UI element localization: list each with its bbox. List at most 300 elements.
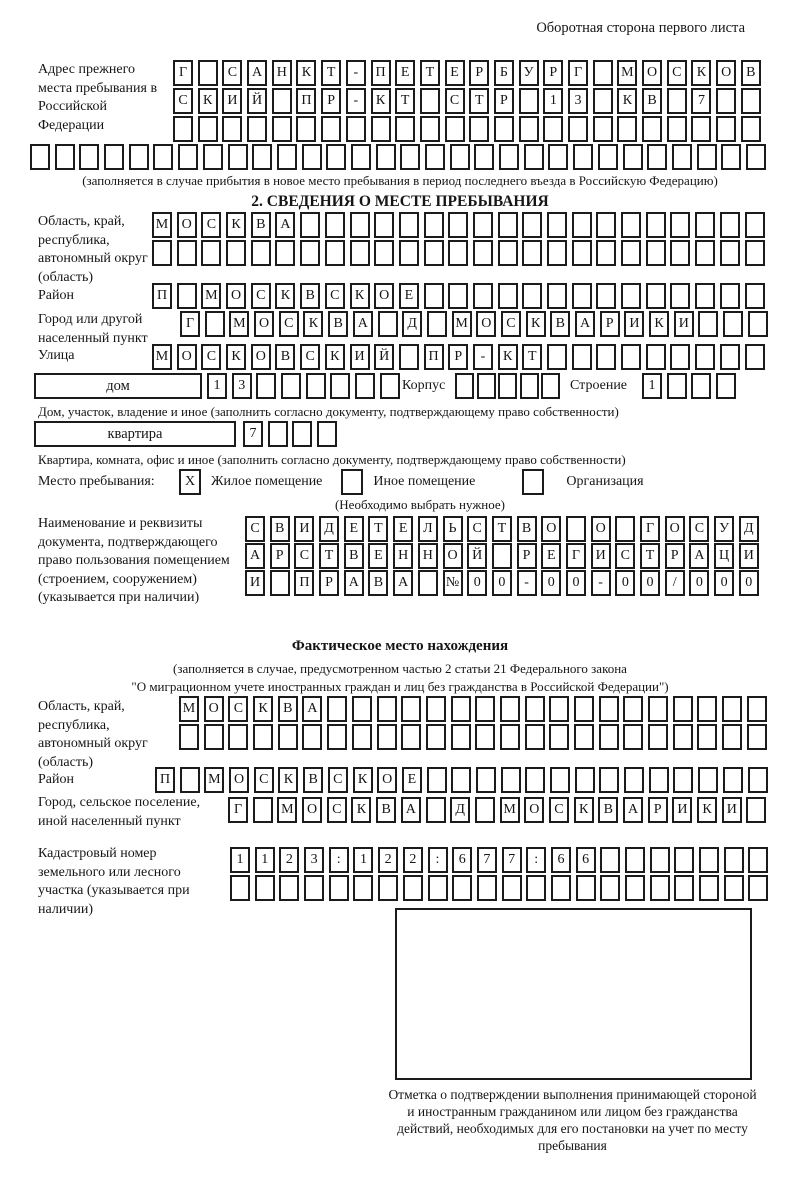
char-box[interactable] bbox=[469, 116, 489, 142]
char-box[interactable]: Р bbox=[469, 60, 489, 86]
char-box[interactable] bbox=[79, 144, 99, 170]
char-box[interactable] bbox=[723, 311, 743, 337]
char-box[interactable] bbox=[746, 144, 766, 170]
char-box[interactable]: К bbox=[691, 60, 711, 86]
char-box[interactable] bbox=[566, 516, 586, 542]
char-box[interactable]: И bbox=[722, 797, 742, 823]
char-box[interactable] bbox=[599, 724, 619, 750]
char-box[interactable] bbox=[152, 240, 172, 266]
char-box[interactable] bbox=[277, 144, 297, 170]
char-box[interactable] bbox=[201, 240, 221, 266]
char-box[interactable]: К bbox=[526, 311, 546, 337]
char-box[interactable] bbox=[695, 344, 715, 370]
char-box[interactable] bbox=[720, 212, 740, 238]
char-box[interactable]: - bbox=[591, 570, 611, 596]
char-box[interactable]: С bbox=[173, 88, 193, 114]
char-box[interactable] bbox=[647, 144, 667, 170]
char-box[interactable]: 1 bbox=[353, 847, 373, 873]
char-box[interactable] bbox=[424, 212, 444, 238]
char-box[interactable] bbox=[646, 283, 666, 309]
char-box[interactable]: В bbox=[598, 797, 618, 823]
char-box[interactable] bbox=[498, 283, 518, 309]
char-box[interactable] bbox=[747, 724, 767, 750]
char-box[interactable]: Г bbox=[566, 543, 586, 569]
char-box[interactable]: Т bbox=[368, 516, 388, 542]
char-box[interactable] bbox=[268, 421, 288, 447]
house-type-box[interactable]: дом bbox=[34, 373, 202, 399]
char-box[interactable]: П bbox=[371, 60, 391, 86]
char-box[interactable] bbox=[228, 724, 248, 750]
char-box[interactable] bbox=[549, 696, 569, 722]
char-box[interactable]: Д bbox=[739, 516, 759, 542]
char-box[interactable] bbox=[292, 421, 312, 447]
char-box[interactable] bbox=[378, 311, 398, 337]
char-box[interactable] bbox=[600, 875, 620, 901]
char-box[interactable] bbox=[475, 797, 495, 823]
char-box[interactable]: П bbox=[424, 344, 444, 370]
char-box[interactable]: О bbox=[177, 212, 197, 238]
char-box[interactable] bbox=[352, 724, 372, 750]
char-box[interactable] bbox=[330, 373, 350, 399]
char-box[interactable] bbox=[500, 696, 520, 722]
char-box[interactable]: А bbox=[302, 696, 322, 722]
char-box[interactable]: В bbox=[251, 212, 271, 238]
char-box[interactable]: К bbox=[198, 88, 218, 114]
char-box[interactable]: В bbox=[376, 797, 396, 823]
char-box[interactable] bbox=[526, 875, 546, 901]
char-box[interactable] bbox=[275, 240, 295, 266]
char-box[interactable] bbox=[720, 240, 740, 266]
char-box[interactable]: Р bbox=[600, 311, 620, 337]
char-box[interactable] bbox=[400, 144, 420, 170]
char-box[interactable]: О bbox=[254, 311, 274, 337]
char-box[interactable]: А bbox=[401, 797, 421, 823]
char-box[interactable]: Ц bbox=[714, 543, 734, 569]
char-box[interactable] bbox=[697, 144, 717, 170]
char-box[interactable]: С bbox=[300, 344, 320, 370]
char-box[interactable] bbox=[427, 311, 447, 337]
checkbox-inoe-pomeshchenie[interactable] bbox=[341, 469, 363, 495]
char-box[interactable] bbox=[451, 724, 471, 750]
char-box[interactable]: 0 bbox=[615, 570, 635, 596]
char-box[interactable]: О bbox=[716, 60, 736, 86]
char-box[interactable] bbox=[724, 847, 744, 873]
char-box[interactable] bbox=[572, 283, 592, 309]
char-box[interactable] bbox=[251, 240, 271, 266]
char-box[interactable] bbox=[327, 696, 347, 722]
char-box[interactable] bbox=[426, 724, 446, 750]
char-box[interactable]: С bbox=[222, 60, 242, 86]
char-box[interactable] bbox=[399, 240, 419, 266]
char-box[interactable] bbox=[351, 144, 371, 170]
char-box[interactable] bbox=[741, 88, 761, 114]
char-box[interactable]: С bbox=[201, 212, 221, 238]
char-box[interactable]: А bbox=[245, 543, 265, 569]
char-box[interactable] bbox=[401, 696, 421, 722]
char-box[interactable] bbox=[522, 240, 542, 266]
char-box[interactable] bbox=[721, 144, 741, 170]
char-box[interactable] bbox=[745, 212, 765, 238]
char-box[interactable]: О bbox=[302, 797, 322, 823]
char-box[interactable]: П bbox=[155, 767, 175, 793]
char-box[interactable]: М bbox=[152, 212, 172, 238]
char-box[interactable]: : bbox=[428, 847, 448, 873]
char-box[interactable] bbox=[477, 373, 496, 399]
char-box[interactable]: И bbox=[674, 311, 694, 337]
char-box[interactable]: К bbox=[617, 88, 637, 114]
char-box[interactable] bbox=[498, 212, 518, 238]
char-box[interactable] bbox=[599, 696, 619, 722]
char-box[interactable]: С bbox=[245, 516, 265, 542]
char-box[interactable] bbox=[524, 144, 544, 170]
char-box[interactable]: А bbox=[275, 212, 295, 238]
char-box[interactable]: И bbox=[245, 570, 265, 596]
char-box[interactable] bbox=[670, 344, 690, 370]
char-box[interactable]: И bbox=[739, 543, 759, 569]
char-box[interactable] bbox=[376, 144, 396, 170]
char-box[interactable] bbox=[667, 88, 687, 114]
char-box[interactable]: М bbox=[229, 311, 249, 337]
char-box[interactable]: С bbox=[254, 767, 274, 793]
char-box[interactable] bbox=[525, 696, 545, 722]
char-box[interactable]: 1 bbox=[230, 847, 250, 873]
char-box[interactable] bbox=[450, 144, 470, 170]
char-box[interactable]: С bbox=[279, 311, 299, 337]
char-box[interactable] bbox=[520, 373, 539, 399]
char-box[interactable]: М bbox=[201, 283, 221, 309]
char-box[interactable]: И bbox=[624, 311, 644, 337]
char-box[interactable] bbox=[395, 116, 415, 142]
checkbox-zhiloe-pomeshchenie[interactable]: X bbox=[179, 469, 201, 495]
char-box[interactable] bbox=[574, 724, 594, 750]
char-box[interactable] bbox=[475, 696, 495, 722]
char-box[interactable] bbox=[498, 373, 517, 399]
char-box[interactable]: В bbox=[300, 283, 320, 309]
char-box[interactable] bbox=[302, 724, 322, 750]
char-box[interactable] bbox=[650, 847, 670, 873]
char-box[interactable] bbox=[428, 875, 448, 901]
char-box[interactable]: А bbox=[353, 311, 373, 337]
char-box[interactable] bbox=[548, 144, 568, 170]
char-box[interactable] bbox=[499, 144, 519, 170]
char-box[interactable] bbox=[522, 212, 542, 238]
char-box[interactable] bbox=[624, 767, 644, 793]
char-box[interactable]: С bbox=[667, 60, 687, 86]
char-box[interactable] bbox=[476, 767, 496, 793]
char-box[interactable]: 1 bbox=[543, 88, 563, 114]
char-box[interactable] bbox=[695, 240, 715, 266]
char-box[interactable] bbox=[673, 724, 693, 750]
char-box[interactable]: О bbox=[374, 283, 394, 309]
char-box[interactable] bbox=[355, 373, 375, 399]
char-box[interactable] bbox=[747, 696, 767, 722]
char-box[interactable]: К bbox=[498, 344, 518, 370]
char-box[interactable] bbox=[420, 88, 440, 114]
char-box[interactable] bbox=[203, 144, 223, 170]
char-box[interactable] bbox=[593, 60, 613, 86]
char-box[interactable] bbox=[173, 116, 193, 142]
char-box[interactable] bbox=[492, 543, 512, 569]
char-box[interactable] bbox=[667, 116, 687, 142]
char-box[interactable]: М bbox=[277, 797, 297, 823]
char-box[interactable]: А bbox=[575, 311, 595, 337]
char-box[interactable]: К bbox=[226, 344, 246, 370]
char-box[interactable]: В bbox=[741, 60, 761, 86]
char-box[interactable] bbox=[646, 212, 666, 238]
char-box[interactable] bbox=[549, 724, 569, 750]
char-box[interactable]: 0 bbox=[689, 570, 709, 596]
char-box[interactable] bbox=[716, 88, 736, 114]
char-box[interactable] bbox=[177, 240, 197, 266]
char-box[interactable]: - bbox=[517, 570, 537, 596]
char-box[interactable]: В bbox=[270, 516, 290, 542]
char-box[interactable] bbox=[500, 724, 520, 750]
char-box[interactable]: 7 bbox=[477, 847, 497, 873]
char-box[interactable]: К bbox=[574, 797, 594, 823]
char-box[interactable] bbox=[448, 283, 468, 309]
apartment-type-box[interactable]: квартира bbox=[34, 421, 236, 447]
char-box[interactable]: 0 bbox=[566, 570, 586, 596]
char-box[interactable] bbox=[598, 144, 618, 170]
char-box[interactable] bbox=[420, 116, 440, 142]
char-box[interactable]: Д bbox=[319, 516, 339, 542]
char-box[interactable] bbox=[350, 212, 370, 238]
char-box[interactable] bbox=[451, 696, 471, 722]
char-box[interactable]: Р bbox=[321, 88, 341, 114]
char-box[interactable]: - bbox=[473, 344, 493, 370]
char-box[interactable]: С bbox=[615, 543, 635, 569]
char-box[interactable] bbox=[278, 724, 298, 750]
char-box[interactable] bbox=[695, 212, 715, 238]
char-box[interactable] bbox=[494, 116, 514, 142]
char-box[interactable]: Д bbox=[402, 311, 422, 337]
char-box[interactable] bbox=[691, 116, 711, 142]
char-box[interactable]: О bbox=[204, 696, 224, 722]
char-box[interactable] bbox=[691, 373, 711, 399]
char-box[interactable]: Г bbox=[640, 516, 660, 542]
char-box[interactable]: Е bbox=[344, 516, 364, 542]
char-box[interactable]: П bbox=[296, 88, 316, 114]
char-box[interactable] bbox=[353, 875, 373, 901]
char-box[interactable] bbox=[256, 373, 276, 399]
char-box[interactable] bbox=[745, 283, 765, 309]
char-box[interactable] bbox=[574, 696, 594, 722]
char-box[interactable]: К bbox=[371, 88, 391, 114]
char-box[interactable]: О bbox=[541, 516, 561, 542]
char-box[interactable] bbox=[667, 373, 687, 399]
char-box[interactable] bbox=[502, 875, 522, 901]
char-box[interactable]: М bbox=[152, 344, 172, 370]
char-box[interactable] bbox=[401, 724, 421, 750]
char-box[interactable] bbox=[625, 875, 645, 901]
char-box[interactable] bbox=[326, 144, 346, 170]
char-box[interactable] bbox=[543, 116, 563, 142]
char-box[interactable] bbox=[306, 373, 326, 399]
char-box[interactable] bbox=[198, 60, 218, 86]
char-box[interactable] bbox=[325, 212, 345, 238]
char-box[interactable] bbox=[222, 116, 242, 142]
char-box[interactable]: Е bbox=[541, 543, 561, 569]
char-box[interactable] bbox=[198, 116, 218, 142]
char-box[interactable]: К bbox=[226, 212, 246, 238]
char-box[interactable]: К bbox=[649, 311, 669, 337]
char-box[interactable] bbox=[177, 283, 197, 309]
char-box[interactable] bbox=[475, 724, 495, 750]
char-box[interactable]: П bbox=[294, 570, 314, 596]
char-box[interactable] bbox=[371, 116, 391, 142]
char-box[interactable] bbox=[525, 724, 545, 750]
char-box[interactable]: Ь bbox=[443, 516, 463, 542]
char-box[interactable] bbox=[551, 875, 571, 901]
char-box[interactable] bbox=[378, 875, 398, 901]
char-box[interactable]: О bbox=[476, 311, 496, 337]
char-box[interactable]: Р bbox=[543, 60, 563, 86]
char-box[interactable]: - bbox=[346, 88, 366, 114]
char-box[interactable] bbox=[399, 344, 419, 370]
char-box[interactable] bbox=[716, 116, 736, 142]
char-box[interactable] bbox=[720, 344, 740, 370]
char-box[interactable] bbox=[427, 767, 447, 793]
char-box[interactable] bbox=[179, 724, 199, 750]
char-box[interactable] bbox=[573, 144, 593, 170]
char-box[interactable] bbox=[646, 344, 666, 370]
char-box[interactable] bbox=[672, 144, 692, 170]
char-box[interactable] bbox=[572, 240, 592, 266]
char-box[interactable] bbox=[572, 212, 592, 238]
char-box[interactable] bbox=[374, 212, 394, 238]
char-box[interactable] bbox=[724, 875, 744, 901]
char-box[interactable]: В bbox=[642, 88, 662, 114]
char-box[interactable] bbox=[252, 144, 272, 170]
char-box[interactable] bbox=[498, 240, 518, 266]
char-box[interactable] bbox=[30, 144, 50, 170]
char-box[interactable] bbox=[448, 212, 468, 238]
char-box[interactable] bbox=[649, 767, 669, 793]
char-box[interactable] bbox=[204, 724, 224, 750]
char-box[interactable] bbox=[55, 144, 75, 170]
char-box[interactable] bbox=[230, 875, 250, 901]
char-box[interactable]: К bbox=[697, 797, 717, 823]
char-box[interactable]: И bbox=[591, 543, 611, 569]
char-box[interactable] bbox=[525, 767, 545, 793]
char-box[interactable]: Р bbox=[448, 344, 468, 370]
char-box[interactable]: Г bbox=[173, 60, 193, 86]
char-box[interactable]: Л bbox=[418, 516, 438, 542]
char-box[interactable] bbox=[317, 421, 337, 447]
char-box[interactable]: Р bbox=[517, 543, 537, 569]
char-box[interactable]: А bbox=[344, 570, 364, 596]
char-box[interactable]: П bbox=[152, 283, 172, 309]
char-box[interactable] bbox=[253, 724, 273, 750]
char-box[interactable] bbox=[300, 212, 320, 238]
char-box[interactable]: Г bbox=[568, 60, 588, 86]
char-box[interactable]: И bbox=[350, 344, 370, 370]
char-box[interactable]: 7 bbox=[691, 88, 711, 114]
char-box[interactable] bbox=[697, 724, 717, 750]
char-box[interactable]: М bbox=[500, 797, 520, 823]
char-box[interactable]: С bbox=[228, 696, 248, 722]
char-box[interactable] bbox=[621, 283, 641, 309]
char-box[interactable]: Т bbox=[395, 88, 415, 114]
char-box[interactable] bbox=[698, 767, 718, 793]
char-box[interactable] bbox=[178, 144, 198, 170]
char-box[interactable]: 0 bbox=[541, 570, 561, 596]
char-box[interactable]: С bbox=[201, 344, 221, 370]
char-box[interactable]: Е bbox=[445, 60, 465, 86]
char-box[interactable] bbox=[377, 724, 397, 750]
checkbox-organizaciya[interactable] bbox=[522, 469, 544, 495]
char-box[interactable]: И bbox=[294, 516, 314, 542]
char-box[interactable]: 0 bbox=[714, 570, 734, 596]
char-box[interactable] bbox=[748, 767, 768, 793]
char-box[interactable]: И bbox=[672, 797, 692, 823]
char-box[interactable] bbox=[698, 311, 718, 337]
char-box[interactable] bbox=[746, 797, 766, 823]
char-box[interactable] bbox=[445, 116, 465, 142]
char-box[interactable]: 7 bbox=[502, 847, 522, 873]
char-box[interactable]: О bbox=[591, 516, 611, 542]
char-box[interactable] bbox=[621, 344, 641, 370]
char-box[interactable] bbox=[642, 116, 662, 142]
char-box[interactable]: У bbox=[519, 60, 539, 86]
char-box[interactable]: К bbox=[296, 60, 316, 86]
char-box[interactable] bbox=[448, 240, 468, 266]
char-box[interactable] bbox=[625, 847, 645, 873]
char-box[interactable]: 0 bbox=[467, 570, 487, 596]
char-box[interactable] bbox=[302, 144, 322, 170]
char-box[interactable] bbox=[745, 344, 765, 370]
char-box[interactable] bbox=[426, 797, 446, 823]
char-box[interactable] bbox=[741, 116, 761, 142]
char-box[interactable] bbox=[352, 696, 372, 722]
char-box[interactable]: С bbox=[327, 797, 347, 823]
char-box[interactable]: № bbox=[443, 570, 463, 596]
char-box[interactable] bbox=[228, 144, 248, 170]
char-box[interactable]: Р bbox=[648, 797, 668, 823]
char-box[interactable]: Р bbox=[319, 570, 339, 596]
char-box[interactable]: 3 bbox=[232, 373, 252, 399]
char-box[interactable] bbox=[674, 875, 694, 901]
char-box[interactable] bbox=[716, 373, 736, 399]
char-box[interactable] bbox=[699, 847, 719, 873]
char-box[interactable]: Е bbox=[368, 543, 388, 569]
char-box[interactable]: : bbox=[526, 847, 546, 873]
char-box[interactable]: Н bbox=[393, 543, 413, 569]
char-box[interactable] bbox=[623, 724, 643, 750]
char-box[interactable] bbox=[270, 570, 290, 596]
char-box[interactable]: О bbox=[665, 516, 685, 542]
char-box[interactable]: 7 bbox=[243, 421, 263, 447]
char-box[interactable] bbox=[153, 144, 173, 170]
char-box[interactable]: К bbox=[275, 283, 295, 309]
char-box[interactable] bbox=[674, 847, 694, 873]
char-box[interactable]: 2 bbox=[403, 847, 423, 873]
char-box[interactable]: Н bbox=[418, 543, 438, 569]
char-box[interactable] bbox=[321, 116, 341, 142]
char-box[interactable]: 6 bbox=[576, 847, 596, 873]
char-box[interactable]: В bbox=[278, 696, 298, 722]
char-box[interactable] bbox=[648, 724, 668, 750]
char-box[interactable] bbox=[377, 696, 397, 722]
char-box[interactable]: К bbox=[350, 283, 370, 309]
char-box[interactable]: Е bbox=[395, 60, 415, 86]
char-box[interactable]: С bbox=[549, 797, 569, 823]
char-box[interactable]: О bbox=[226, 283, 246, 309]
char-box[interactable] bbox=[596, 344, 616, 370]
char-box[interactable] bbox=[673, 696, 693, 722]
char-box[interactable]: - bbox=[346, 60, 366, 86]
char-box[interactable]: Р bbox=[665, 543, 685, 569]
